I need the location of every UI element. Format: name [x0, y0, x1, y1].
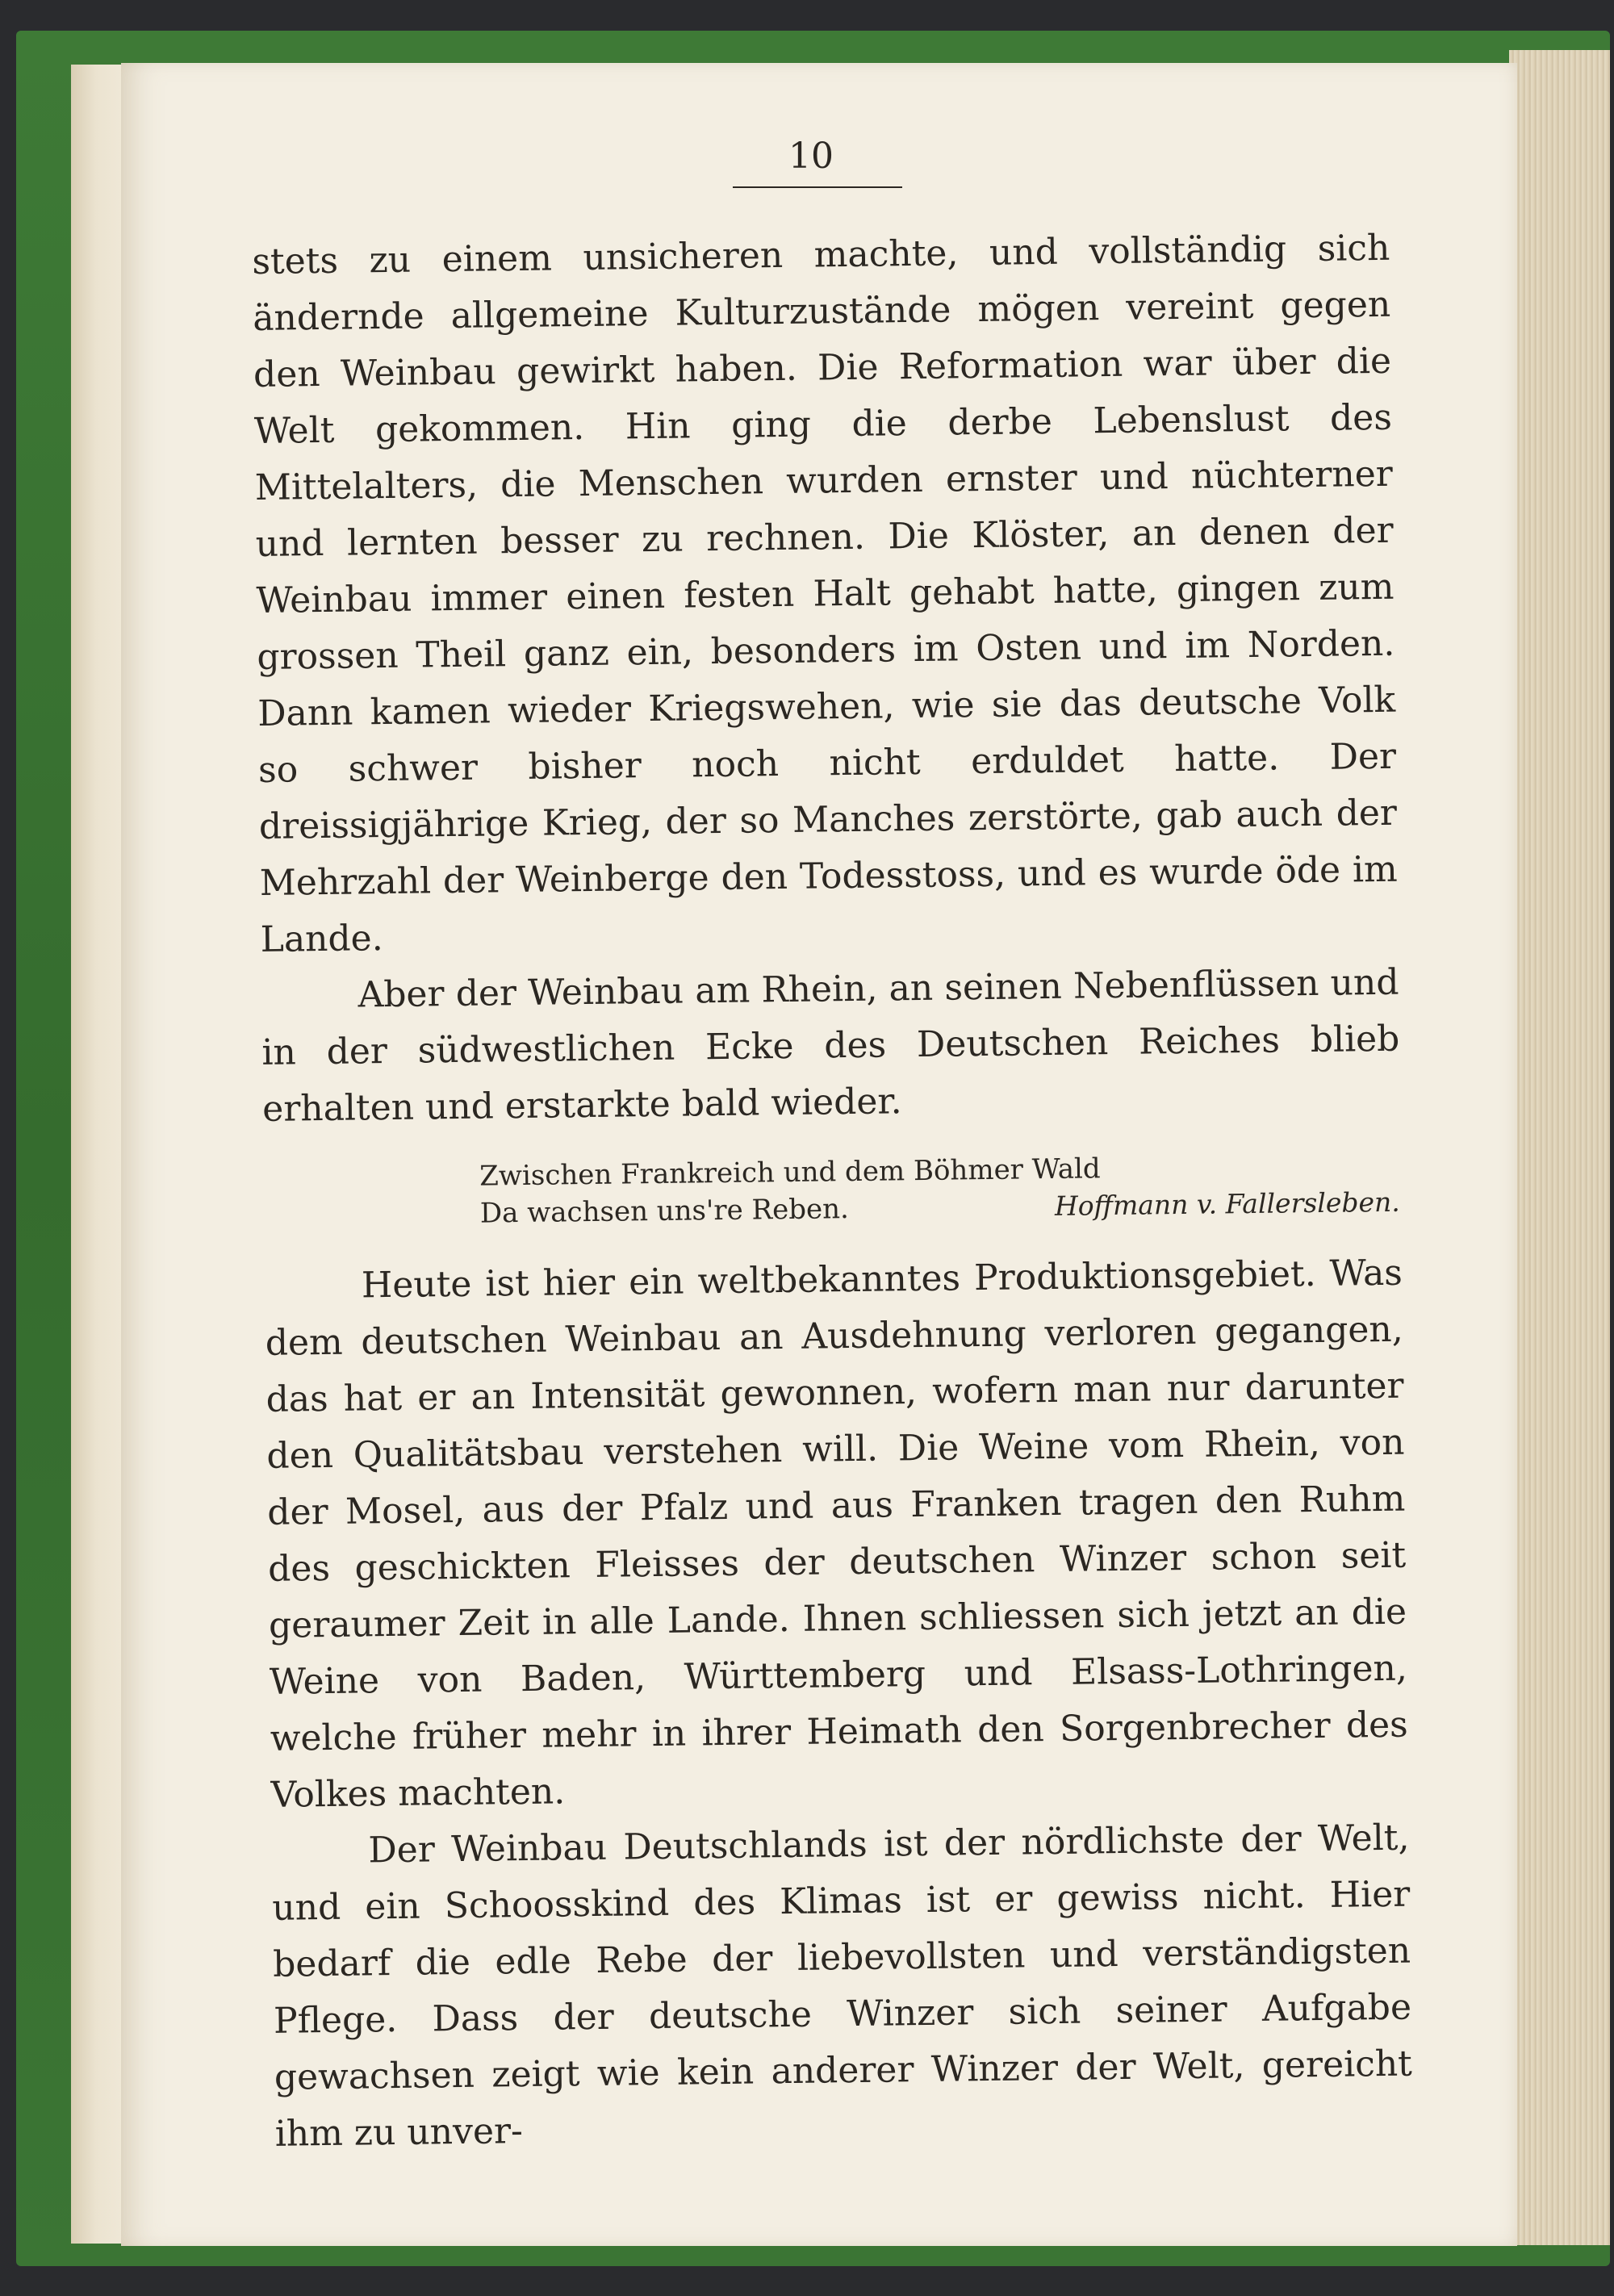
paragraph-continuation: stets zu einem unsicheren machte, und vollständig sich ändernde allgemeine Kulturzustände mögen vereint gegen den Weinbau gewirkt haben. Die Reformation war über die Welt gekommen. Hin ging die derbe Lebenslust des Mittelalters, die Menschen wurden ernster und nüchterner und lernten besser zu rechnen. Die Klöster, an denen der Weinbau immer einen festen Halt gehabt hatte, gingen zum grossen Theil ganz ein, besonders im Osten und im Norden. Dann kamen wieder Kriegswehen, wie sie das deutsche Volk so schwer bisher noch nicht erduldet hatte. Der dreissigjährige Krieg, der so Manches zerstörte, gab auch der Mehrzahl der Weinberge den Todesstoss, und es wurde öde im Lande.: [252, 227, 1399, 960]
verse-author: Hoffmann v. Fallersleben.: [1054, 1186, 1400, 1222]
paragraph-production: Heute ist hier ein weltbekanntes Produktionsgebiet. Was dem deutschen Weinbau an Ausdehnung verloren gegangen, das hat er an Intensität gewonnen, wofern man nur darunter den Qualitätsbau verstehen will. Die Weine vom Rhein, von der Mosel, aus der Pfalz und aus Franken tragen den Ruhm des geschickten Fleisses der deutschen Winzer schon seit geraumer Zeit in alle Lande. Ihnen schliessen sich jetzt an die Weine von Baden, Württemberg und Elsass-Lothringen, welche früher mehr in ihrer Heimath den Sorgenbrecher des Volkes machten.: [265, 1252, 1408, 1816]
page-body: [252, 220, 1413, 2163]
verse-quote: [479, 1147, 1400, 1232]
verse-line-1: Zwischen Frankreich und dem Böhmer Wald: [479, 1152, 1101, 1193]
paragraph-rhine: Aber der Weinbau am Rhein, an seinen Nebenflüssen und in der südwestlichen Ecke des Deutschen Reiches blieb erhalten und erstarkte bald wieder.: [261, 961, 1400, 1130]
page-edges: [1509, 50, 1610, 2245]
verse-line-2: Da wachsen uns're Reben.: [479, 1193, 850, 1230]
paragraph-northernmost: Der Weinbau Deutschlands ist der nördlichste der Welt, und ein Schoosskind des Klimas ist er gewiss nicht. Hier bedarf die edle Rebe der liebevollsten und verständigsten Pflege. Dass der deutsche Winzer sich seiner Aufgabe gewachsen zeigt wie kein anderer Winzer der Welt, gereicht ihm zu unver-: [272, 1817, 1413, 2155]
page-number: 10: [788, 136, 834, 177]
header-rule: [733, 186, 902, 188]
